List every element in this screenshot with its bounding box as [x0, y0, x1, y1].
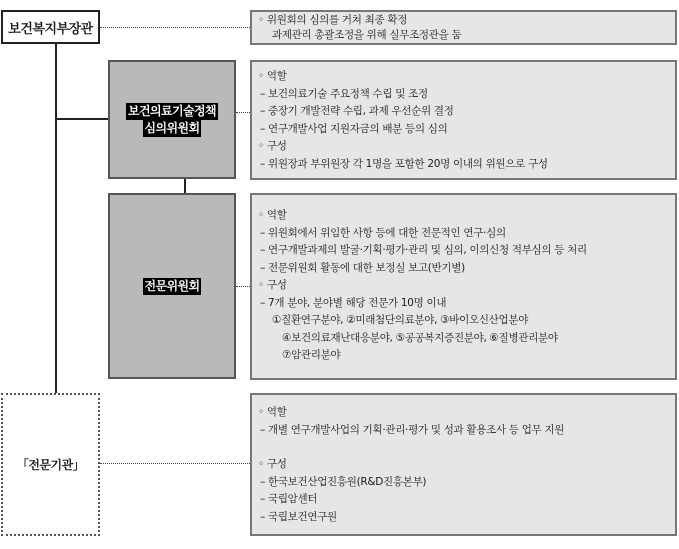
ministry-desc-line: 과제관리 총괄조정을 위해 실무조정관을 둠: [272, 29, 462, 41]
role-item: – 연구개발사업 지원자금의 배분 등의 심의: [260, 122, 448, 135]
agency-node: [1, 393, 100, 536]
agency-desc-leader: [100, 463, 250, 464]
ministry-desc-leader: [100, 27, 250, 28]
composition-heading: ◦ 구성: [258, 279, 287, 291]
agency-label: 「전문기관」: [16, 458, 85, 472]
ministry-node: [1, 10, 100, 44]
composition-item: – 한국보건산업진흥원(R&D진흥본부): [260, 475, 427, 488]
policy-committee-description: [250, 60, 677, 180]
spacer: [258, 439, 669, 456]
field-list-line: ①질환연구분야, ②미래첨단의료분야, ③바이오신산업분야: [272, 314, 529, 326]
policy-committee-label-line1: 보건의료기술정책: [128, 103, 216, 118]
policy-desc-leader: [236, 112, 250, 113]
role-item: – 위원회에서 위임한 사항 등에 대한 전문적인 연구·심의: [260, 226, 506, 239]
composition-item: – 7개 분야, 분야별 해당 전문가 10명 이내: [260, 296, 447, 309]
ministry-label: 보건복지부장관: [8, 21, 93, 37]
role-item: – 중장기 개발전략 수립, 과제 우선순위 결정: [260, 105, 454, 117]
composition-heading: ◦ 구성: [258, 140, 287, 152]
role-item: – 연구개발과제의 발굴·기획·평가·관리 및 심의, 이의신청 적부심의 등 처리: [260, 244, 587, 256]
role-item: – 보건의료기술 주요정책 수립 및 조정: [260, 87, 428, 100]
policy-committee-label-line2: 심의위원회: [144, 120, 200, 135]
role-heading: ◦ 역할: [258, 70, 287, 82]
policy-committee-node: [108, 60, 236, 179]
composition-item: – 국립보건연구원: [260, 510, 337, 523]
ministry-description: [250, 10, 677, 45]
field-list-line: ④보건의료재난대응분야, ⑤공공복지증진분야, ⑥질병관리분야: [282, 331, 558, 344]
composition-item: – 국립암센터: [260, 493, 318, 505]
composition-heading: ◦ 구성: [258, 458, 287, 470]
role-heading: ◦ 역할: [258, 209, 287, 221]
expert-committee-description: [250, 193, 677, 380]
branch-to-policy-committee: [55, 118, 108, 120]
agency-description: [250, 393, 677, 536]
role-item: – 개별 연구개발사업의 기획·관리·평가 및 성과 활용조사 등 업무 지원: [260, 423, 565, 436]
policy-to-expert-connector: [184, 179, 186, 193]
expert-committee-label: 전문위원회: [144, 278, 200, 293]
composition-item: – 위원장과 부위원장 각 1명을 포함한 20명 이내의 위원으로 구성: [260, 157, 548, 170]
main-vertical-connector: [55, 44, 57, 393]
role-item: – 전문위원회 활동에 대한 보정실 보고(반기별): [260, 261, 465, 274]
expert-desc-leader: [236, 286, 250, 287]
field-list-line: ⑦암관리분야: [282, 349, 341, 361]
role-heading: ◦ 역할: [258, 406, 287, 418]
expert-committee-node: [108, 193, 236, 379]
ministry-desc-line: ◦ 위원회의 심의를 거쳐 최종 확정: [258, 14, 408, 26]
